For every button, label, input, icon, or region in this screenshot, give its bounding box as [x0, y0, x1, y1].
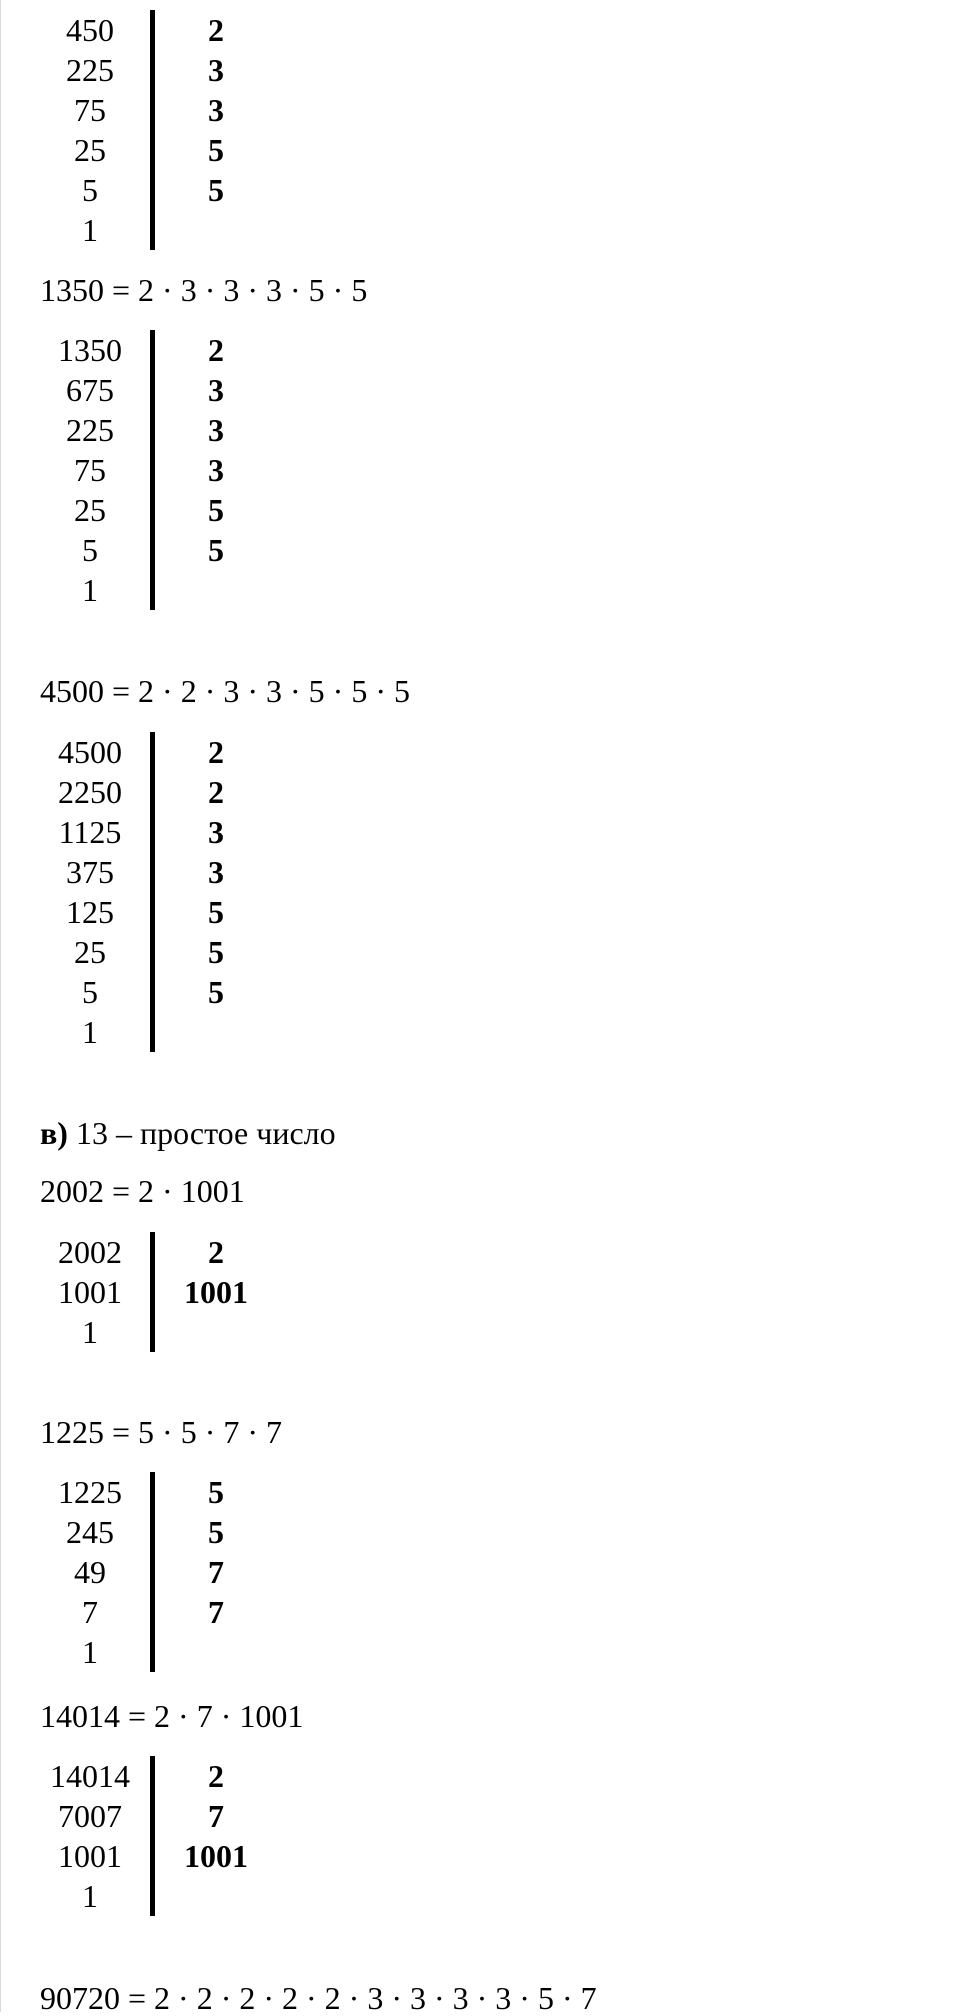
division-bar [150, 330, 155, 610]
dividend-value: 4500 [58, 734, 122, 770]
prime-factor: 3 [208, 372, 224, 408]
prime-factor: 3 [208, 814, 224, 850]
dividend-value: 245 [66, 1514, 114, 1550]
prime-factor: 3 [208, 92, 224, 128]
dividend-value: 25 [74, 132, 106, 168]
part-v-text: 13 – простое число [67, 1115, 336, 1151]
part-v-label: в) [40, 1115, 68, 1151]
dividend-value: 375 [66, 854, 114, 890]
dividend-value: 5 [82, 172, 98, 208]
prime-factor: 3 [208, 854, 224, 890]
dividend-value: 25 [74, 934, 106, 970]
dividend-value: 7007 [58, 1798, 122, 1834]
prime-factor: 5 [208, 492, 224, 528]
dividend-value: 1350 [58, 332, 122, 368]
prime-factor: 5 [208, 1474, 224, 1510]
prime-factor: 2 [208, 12, 224, 48]
prime-factor: 5 [208, 1514, 224, 1550]
division-bar [150, 1472, 155, 1672]
dividend-value: 7 [82, 1594, 98, 1630]
prime-factor: 2 [208, 734, 224, 770]
equation-4500: 4500 = 2 · 2 · 3 · 3 · 5 · 5 · 5 [40, 673, 410, 709]
prime-factor: 5 [208, 894, 224, 930]
dividend-value: 2250 [58, 774, 122, 810]
dividend-value: 450 [66, 12, 114, 48]
dividend-value: 49 [74, 1554, 106, 1590]
dividend-value: 225 [66, 52, 114, 88]
dividend-value: 1 [82, 1878, 98, 1914]
division-bar [150, 732, 155, 1052]
dividend-value: 1 [82, 212, 98, 248]
dividend-value: 1001 [58, 1274, 122, 1310]
prime-factor: 2 [208, 1234, 224, 1270]
dividend-value: 1125 [58, 814, 122, 850]
prime-factor: 1001 [184, 1838, 248, 1874]
dividend-value: 75 [74, 452, 106, 488]
prime-factor: 7 [208, 1798, 224, 1834]
dividend-value: 5 [82, 974, 98, 1010]
prime-factor: 3 [208, 52, 224, 88]
dividend-value: 25 [74, 492, 106, 528]
division-bar [150, 1756, 155, 1916]
equation-1350: 1350 = 2 · 3 · 3 · 3 · 5 · 5 [40, 272, 368, 308]
prime-factor: 5 [208, 172, 224, 208]
prime-factor: 5 [208, 934, 224, 970]
dividend-value: 75 [74, 92, 106, 128]
page-left-border [0, 0, 1, 2012]
dividend-value: 14014 [50, 1758, 130, 1794]
part-v-statement [40, 1115, 336, 1151]
prime-factor: 3 [208, 452, 224, 488]
prime-factor: 1001 [184, 1274, 248, 1310]
dividend-value: 5 [82, 532, 98, 568]
prime-factor: 7 [208, 1554, 224, 1590]
dividend-value: 675 [66, 372, 114, 408]
dividend-value: 1001 [58, 1838, 122, 1874]
equation-1225: 1225 = 5 · 5 · 7 · 7 [40, 1414, 283, 1450]
dividend-value: 1225 [58, 1474, 122, 1510]
prime-factor: 7 [208, 1594, 224, 1630]
dividend-value: 1 [82, 572, 98, 608]
prime-factor: 2 [208, 332, 224, 368]
prime-factor: 5 [208, 132, 224, 168]
prime-factor: 5 [208, 974, 224, 1010]
dividend-value: 225 [66, 412, 114, 448]
dividend-value: 2002 [58, 1234, 122, 1270]
division-bar [150, 10, 155, 250]
equation-2002: 2002 = 2 · 1001 [40, 1173, 245, 1209]
dividend-value: 125 [66, 894, 114, 930]
prime-factor: 2 [208, 1758, 224, 1794]
prime-factor: 3 [208, 412, 224, 448]
prime-factor: 2 [208, 774, 224, 810]
equation-90720: 90720 = 2 · 2 · 2 · 2 · 2 · 3 · 3 · 3 · 3 · 5 · 7 [40, 1980, 597, 2016]
prime-factor: 5 [208, 532, 224, 568]
dividend-value: 1 [82, 1014, 98, 1050]
dividend-value: 1 [82, 1314, 98, 1350]
division-bar [150, 1232, 155, 1352]
dividend-value: 1 [82, 1634, 98, 1670]
equation-14014: 14014 = 2 · 7 · 1001 [40, 1698, 304, 1734]
